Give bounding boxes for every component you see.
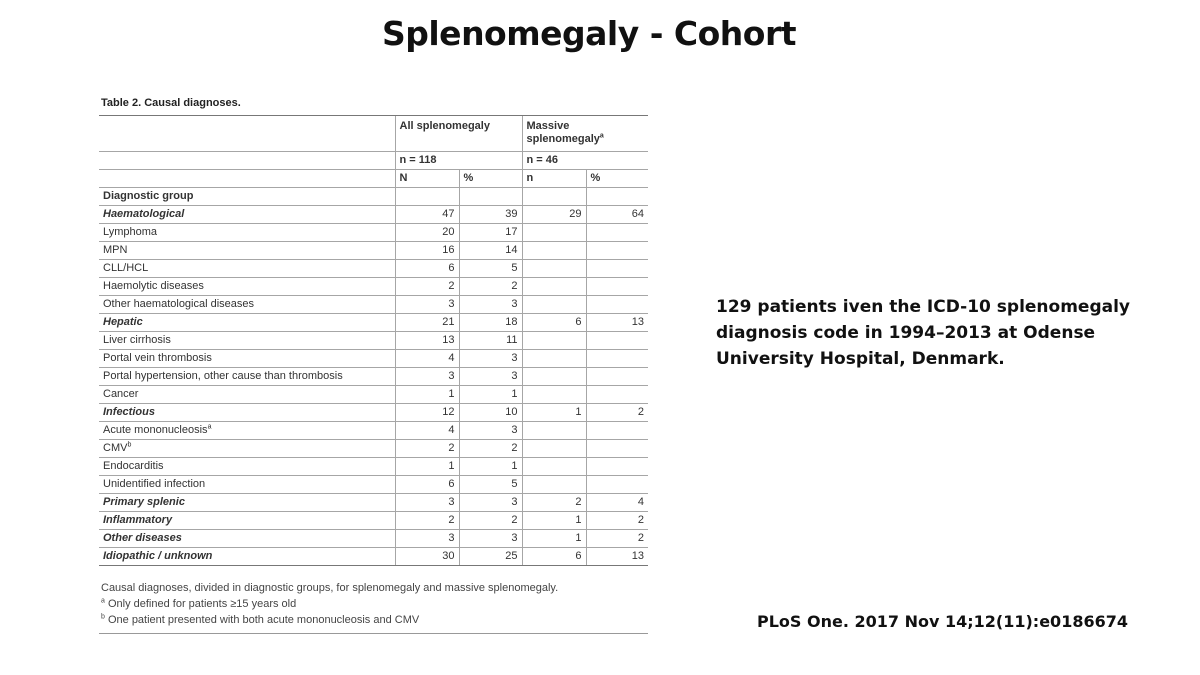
table-row <box>99 224 648 242</box>
cell-n <box>522 386 586 404</box>
header-all-splenomegaly: All splenomegaly <box>395 116 522 152</box>
cell-n <box>522 368 586 386</box>
cell-pct: 5 <box>459 476 522 494</box>
cell-n <box>522 476 586 494</box>
cell-pct: 14 <box>459 242 522 260</box>
cell-pct: 2 <box>459 440 522 458</box>
cell-pct2 <box>586 278 648 296</box>
cell-n: 1 <box>522 530 586 548</box>
cell-n <box>522 260 586 278</box>
cell-n: 4 <box>395 422 459 440</box>
table-row <box>99 314 648 332</box>
row-label: Hepatic <box>99 314 395 332</box>
note-a: $^a$ Only defined for patients ≥15 years old <box>101 597 297 610</box>
causal-diagnoses-table <box>99 115 648 566</box>
header-col-pct: % <box>459 170 522 188</box>
cell-pct: 10 <box>459 404 522 422</box>
cell-n <box>522 350 586 368</box>
row-label: Endocarditis <box>99 458 395 476</box>
table-row <box>99 368 648 386</box>
table-row <box>99 206 648 224</box>
table-row <box>99 386 648 404</box>
row-label: Haematological <box>99 206 395 224</box>
cell-n: 6 <box>522 314 586 332</box>
cell-pct: 2 <box>459 278 522 296</box>
cell-n: 29 <box>522 206 586 224</box>
cell-n <box>522 278 586 296</box>
cell-n: 3 <box>395 530 459 548</box>
cell-pct2: 4 <box>586 494 648 512</box>
row-label: Acute mononucleosis$^a$ <box>99 422 395 440</box>
row-label: Infectious <box>99 404 395 422</box>
cell-n: 6 <box>522 548 586 566</box>
row-label: Portal vein thrombosis <box>99 350 395 368</box>
cell-pct2 <box>586 296 648 314</box>
table-row <box>99 242 648 260</box>
cell-n: 2 <box>395 512 459 530</box>
cell-pct: 1 <box>459 458 522 476</box>
cell-pct2 <box>586 386 648 404</box>
table-row <box>99 404 648 422</box>
cell-n <box>522 422 586 440</box>
table-notes <box>101 580 650 628</box>
cell-pct2 <box>586 260 648 278</box>
cell-n <box>522 296 586 314</box>
cell-pct: 17 <box>459 224 522 242</box>
table-row <box>99 260 648 278</box>
header-all-n: n = 118 <box>395 152 522 170</box>
header-row-columns <box>99 170 648 188</box>
cell-pct2 <box>586 368 648 386</box>
cell-pct: 3 <box>459 422 522 440</box>
header-massive-n: n = 46 <box>522 152 648 170</box>
footnote-mark-a: a <box>599 132 604 140</box>
cell-n: 3 <box>395 296 459 314</box>
cell-pct: 1 <box>459 386 522 404</box>
cell-n: 2 <box>395 440 459 458</box>
table-row <box>99 458 648 476</box>
cell-pct2: 13 <box>586 548 648 566</box>
table-row <box>99 422 648 440</box>
cell-pct2: 2 <box>586 530 648 548</box>
cell-n <box>522 224 586 242</box>
notes-description: Causal diagnoses, divided in diagnostic groups, for splenomegaly and massive splenomegaly. <box>101 582 559 594</box>
table-caption: Table 2. Causal diagnoses. <box>101 97 241 109</box>
cell-n: 1 <box>522 404 586 422</box>
cell-n: 13 <box>395 332 459 350</box>
slide-title: Splenomegaly - Cohort <box>381 14 796 53</box>
row-label: Other diseases <box>99 530 395 548</box>
row-label: Lymphoma <box>99 224 395 242</box>
cell-pct: 18 <box>459 314 522 332</box>
row-label: Other haematological diseases <box>99 296 395 314</box>
diagnostic-group-label: Diagnostic group <box>99 188 395 206</box>
cell-pct: 39 <box>459 206 522 224</box>
cell-n: 16 <box>395 242 459 260</box>
row-label: Primary splenic <box>99 494 395 512</box>
cell-pct: 11 <box>459 332 522 350</box>
cell-n: 47 <box>395 206 459 224</box>
cell-n: 30 <box>395 548 459 566</box>
table-row <box>99 440 648 458</box>
cell-pct: 3 <box>459 530 522 548</box>
row-label: CMV$^b$ <box>99 440 395 458</box>
cell-n: 2 <box>522 494 586 512</box>
cell-pct: 3 <box>459 368 522 386</box>
cell-pct2: 2 <box>586 404 648 422</box>
table-row <box>99 476 648 494</box>
cell-pct: 3 <box>459 296 522 314</box>
cell-n: 6 <box>395 476 459 494</box>
citation: PLoS One. 2017 Nov 14;12(11):e0186674 <box>757 612 1128 631</box>
cell-pct2 <box>586 476 648 494</box>
cell-n: 3 <box>395 494 459 512</box>
cell-pct2 <box>586 350 648 368</box>
row-label: Liver cirrhosis <box>99 332 395 350</box>
cell-n: 1 <box>522 512 586 530</box>
cell-n: 12 <box>395 404 459 422</box>
cell-pct: 2 <box>459 512 522 530</box>
row-label: MPN <box>99 242 395 260</box>
cell-n: 2 <box>395 278 459 296</box>
table-row <box>99 278 648 296</box>
notes-divider <box>99 633 648 634</box>
header-col-pct-massive: % <box>586 170 648 188</box>
cell-pct2 <box>586 440 648 458</box>
cell-n <box>522 440 586 458</box>
row-label: Cancer <box>99 386 395 404</box>
table-row <box>99 332 648 350</box>
header-massive-splenomegaly: Massive splenomegaly$^a$ <box>522 116 648 152</box>
header-col-N: N <box>395 170 459 188</box>
cell-n: 1 <box>395 386 459 404</box>
cell-n: 20 <box>395 224 459 242</box>
table-row <box>99 350 648 368</box>
header-col-n: n <box>522 170 586 188</box>
cell-n <box>522 458 586 476</box>
cell-n: 4 <box>395 350 459 368</box>
header-row-groups <box>99 116 648 152</box>
cell-n <box>522 242 586 260</box>
cell-pct2 <box>586 224 648 242</box>
cell-pct2: 13 <box>586 314 648 332</box>
diagnostic-group-header-row <box>99 188 648 206</box>
cell-pct2: 64 <box>586 206 648 224</box>
row-label: CLL/HCL <box>99 260 395 278</box>
cell-n <box>522 332 586 350</box>
note-b: $^b$ One patient presented with both acute mononucleosis and CMV <box>101 613 420 626</box>
table-row <box>99 296 648 314</box>
cell-pct2: 2 <box>586 512 648 530</box>
row-label: Portal hypertension, other cause than thrombosis <box>99 368 395 386</box>
table-row <box>99 512 648 530</box>
table-row <box>99 494 648 512</box>
table-row <box>99 530 648 548</box>
cell-pct: 5 <box>459 260 522 278</box>
cell-n: 21 <box>395 314 459 332</box>
cell-pct: 25 <box>459 548 522 566</box>
cell-n: 1 <box>395 458 459 476</box>
row-label: Inflammatory <box>99 512 395 530</box>
cell-pct2 <box>586 242 648 260</box>
cell-n: 6 <box>395 260 459 278</box>
cell-pct2 <box>586 332 648 350</box>
cohort-summary: 129 patients iven the ICD-10 splenomegaly diagnosis code in 1994–2013 at Odense University Hospital, Denmark. <box>716 297 1131 369</box>
cell-pct: 3 <box>459 350 522 368</box>
cell-pct: 3 <box>459 494 522 512</box>
cell-pct2 <box>586 458 648 476</box>
row-label: Haemolytic diseases <box>99 278 395 296</box>
row-label: Idiopathic / unknown <box>99 548 395 566</box>
header-row-counts <box>99 152 648 170</box>
cell-n: 3 <box>395 368 459 386</box>
row-label: Unidentified infection <box>99 476 395 494</box>
table-row <box>99 548 648 566</box>
cell-pct2 <box>586 422 648 440</box>
